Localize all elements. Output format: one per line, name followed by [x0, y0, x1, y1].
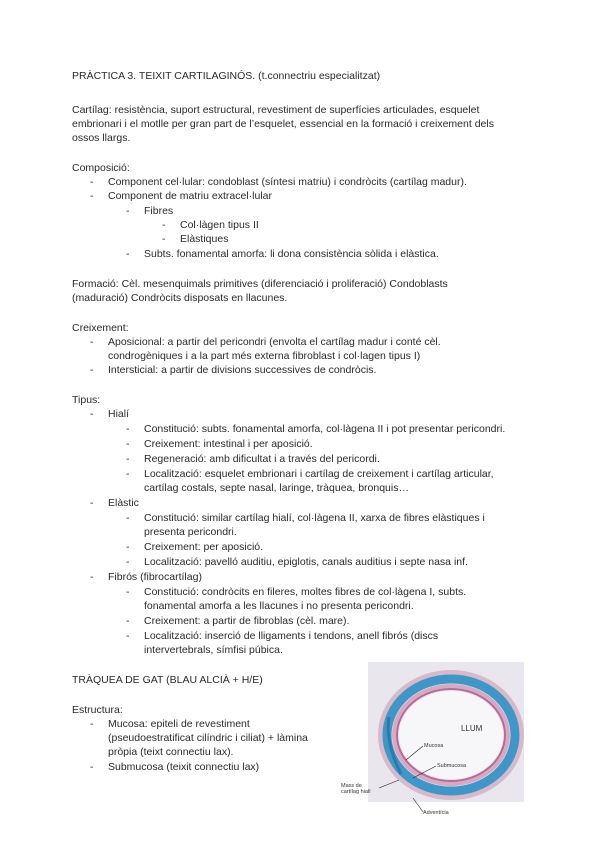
- list-dash: -: [126, 468, 130, 480]
- list-dash: -: [126, 615, 130, 627]
- list-item-text: Intersticial: a partir de divisions successives de condròcis.: [108, 364, 377, 376]
- list-item: [126, 629, 439, 643]
- list-item: [126, 437, 313, 451]
- list-item-text: Submucosa (teixit connectiu lax): [108, 761, 260, 773]
- list-item: [126, 204, 174, 218]
- list-dash: -: [126, 248, 130, 260]
- list-item: [126, 555, 468, 569]
- doc-title: PRÀCTICA 3. TEIXIT CARTILAGINÓS. (t.connectriu especialitzat): [72, 70, 381, 82]
- list-dash: -: [126, 556, 130, 568]
- list-item-text: Component de matriu extracel·lular: [108, 190, 272, 202]
- list-item-text: Hialí: [108, 408, 130, 420]
- list-dash: -: [90, 571, 94, 583]
- lumen-label: LLUM: [461, 724, 483, 733]
- list-item-text: Localització: esquelet embrionari i cartílag de creixement i cartílag articular,: [144, 468, 494, 480]
- list-item-text: Elàstic: [108, 497, 139, 509]
- traquea-heading: TRÀQUEA DE GAT (BLAU ALCIÀ + H/E): [72, 674, 263, 686]
- list-item-text: Localització: inserció de lligaments i tendons, anell fibrós (discs: [144, 630, 439, 642]
- list-item: [126, 511, 485, 525]
- list-item: [90, 335, 441, 349]
- list-dash: -: [126, 438, 130, 450]
- list-dash: -: [126, 205, 130, 217]
- list-dash: -: [90, 497, 94, 509]
- cartilage-label-line-2: cartílag hialí: [341, 789, 371, 795]
- list-item-text: Constitució: similar cartílag hialí, col·làgena II, xarxa de fibres elàstiques i: [144, 512, 485, 524]
- list-item-continuation: intervertebrals, símfisi púbica.: [144, 644, 283, 656]
- list-item: [90, 407, 130, 421]
- list-item: [126, 247, 439, 261]
- list-dash: -: [126, 423, 130, 435]
- list-item: [126, 614, 350, 628]
- list-item: [162, 232, 229, 246]
- list-item-continuation: presenta pericondri.: [144, 526, 237, 538]
- list-item: [126, 585, 467, 599]
- intro-line-3: ossos llargs.: [72, 132, 131, 144]
- submucosa-label: Submucosa: [437, 763, 467, 769]
- list-dash: -: [90, 408, 94, 420]
- list-item-text: Subts. fonamental amorfa: li dona consistència sòlida i elàstica.: [144, 248, 439, 260]
- list-item-continuation: pròpia (teixt connectiu lax).: [108, 746, 234, 758]
- list-item-text: Regeneració: amb dificultat i a través del pericordi.: [144, 453, 380, 465]
- list-item-continuation: cartílag costals, septe nasal, laringe, tràquea, bronquis…: [144, 482, 409, 494]
- list-item: [90, 189, 272, 203]
- list-item-text: Creixement: intestinal i per aposició.: [144, 438, 313, 450]
- list-item: [90, 570, 202, 584]
- trachea-micrograph: [341, 662, 524, 822]
- list-item-continuation: fonamental amorfa a les llacunes i no presenta pericondri.: [144, 600, 414, 612]
- list-dash: -: [90, 718, 94, 730]
- list-item: [90, 760, 260, 774]
- list-item: [126, 467, 494, 481]
- list-dash: -: [126, 630, 130, 642]
- list-dash: -: [90, 761, 94, 773]
- estructura-heading: Estructura:: [72, 704, 123, 716]
- list-item-continuation: (pseudoestratificat cilíndric i ciliat) + làmina: [108, 732, 308, 744]
- list-item: [90, 175, 467, 189]
- list-item-text: Fibres: [144, 205, 174, 217]
- composicio-heading: Composició:: [72, 162, 130, 174]
- trachea-micrograph-svg: [341, 662, 524, 822]
- list-item: [126, 422, 506, 436]
- creixement-heading: Creixement:: [72, 322, 129, 334]
- list-item-continuation: condrogèniques i a la part més externa fibroblast i col·lagen tipus I): [108, 350, 421, 362]
- list-item-text: Elàstiques: [180, 233, 229, 245]
- formacio-line-1: Formació: Cèl. mesenquimals primitives (diferenciació i proliferació) Condoblasts: [72, 278, 448, 290]
- list-item-text: Constitució: subts. fonamental amorfa, col·làgena II i pot presentar pericondri.: [144, 423, 506, 435]
- list-dash: -: [90, 336, 94, 348]
- list-item-text: Creixement: a partir de fibroblas (cèl. mare).: [144, 615, 350, 627]
- intro-line-1: Cartílag: resistència, suport estructural, revestiment de superfícies articulades, esquelet: [72, 104, 480, 116]
- list-item-text: Fibrós (fibrocartílag): [108, 571, 202, 583]
- list-dash: -: [126, 453, 130, 465]
- list-item: [162, 218, 259, 232]
- list-dash: -: [162, 219, 166, 231]
- list-item-text: Col·làgen tipus II: [180, 219, 259, 231]
- mucosa-label: Mucosa: [424, 743, 444, 749]
- list-item: [126, 540, 264, 554]
- list-dash: -: [90, 176, 94, 188]
- list-item-text: Component cel·lular: condoblast (síntesi matriu) i condròcits (cartílag madur).: [108, 176, 467, 188]
- list-dash: -: [126, 512, 130, 524]
- list-item-text: Constitució: condròcits en fileres, moltes fibres de col·làgena I, subts.: [144, 586, 467, 598]
- list-item-text: Aposicional: a partir del pericondri (envolta el cartílag madur i conté cèl.: [108, 336, 441, 348]
- list-item: [90, 363, 377, 377]
- list-dash: -: [126, 541, 130, 553]
- list-dash: -: [162, 233, 166, 245]
- list-item-text: Creixement: per aposició.: [144, 541, 264, 553]
- list-item: [90, 496, 139, 510]
- list-dash: -: [90, 190, 94, 202]
- list-dash: -: [90, 364, 94, 376]
- adventitia-label: Adventícia: [423, 810, 449, 816]
- list-item: [126, 452, 380, 466]
- list-item-text: Localització: pavelló auditiu, epiglotis, canals auditius i septe nasa inf.: [144, 556, 468, 568]
- list-item: [90, 717, 250, 731]
- formacio-line-2: (maduració) Condròcits disposats en llacunes.: [72, 292, 288, 304]
- cartilage-label-line-1: Mass de: [341, 783, 362, 789]
- intro-line-2: embrionari i el motlle per gran part de l’esquelet, essencial en la formació i creixement dels: [72, 118, 494, 130]
- list-item-text: Mucosa: epiteli de revestiment: [108, 718, 250, 730]
- tipus-heading: Tipus:: [72, 394, 101, 406]
- list-dash: -: [126, 586, 130, 598]
